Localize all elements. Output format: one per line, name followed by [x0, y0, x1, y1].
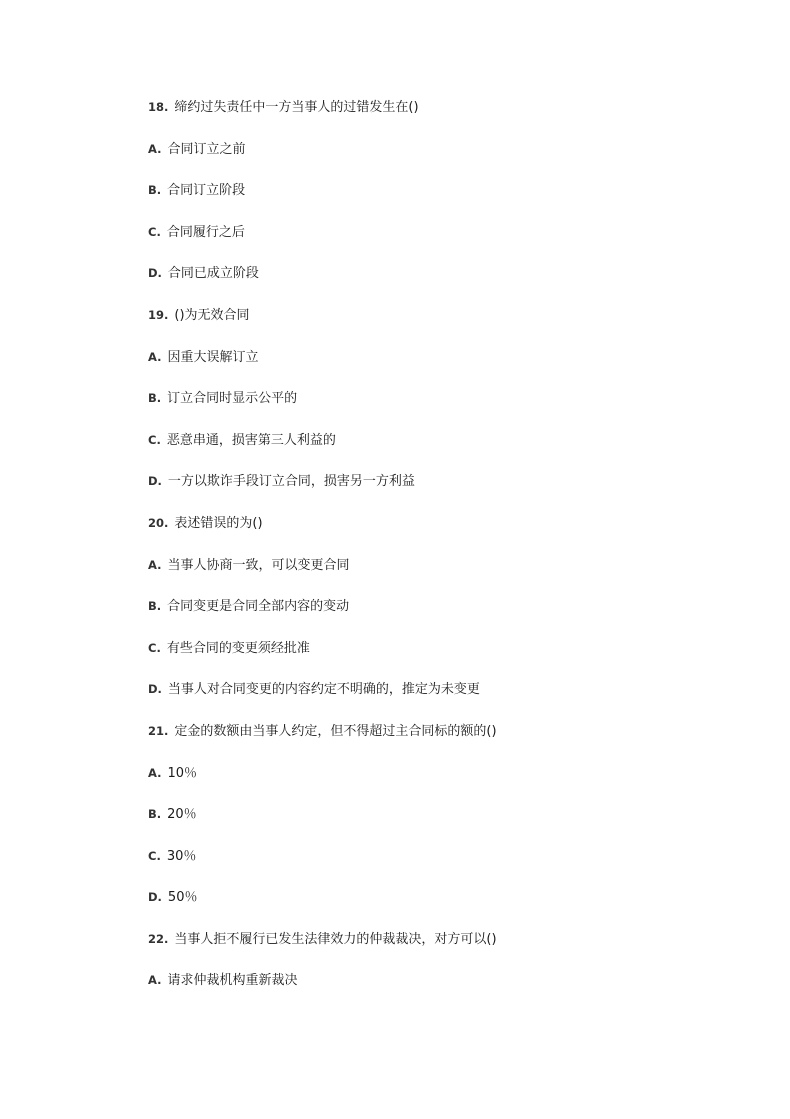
answer-option-text: 合同履行之后: [166, 224, 245, 240]
question-stem: [148, 721, 497, 763]
answer-option-label: B.: [148, 599, 162, 614]
answer-option-text: 恶意串通，损害第三人利益的: [166, 432, 336, 448]
question-stem-text: 缔约过失责任中一方当事人的过错发生在(): [174, 100, 419, 115]
question-stem-label: 20.: [148, 515, 169, 530]
answer-option: [148, 139, 497, 181]
answer-option: [148, 347, 497, 389]
answer-option: [148, 596, 497, 638]
answer-option-label: D.: [148, 266, 162, 281]
answer-option-label: B.: [148, 183, 162, 198]
question-stem-text: 定金的数额由当事人约定，但不得超过主合同标的额的(): [174, 723, 497, 739]
question-stem: [148, 97, 497, 139]
answer-option-label: B.: [148, 391, 162, 406]
answer-option-label: B.: [148, 807, 162, 822]
answer-option: [148, 430, 497, 472]
answer-option: [148, 388, 497, 430]
question-stem-label: 22.: [148, 931, 169, 946]
question-stem: [148, 513, 497, 555]
answer-option: [148, 222, 497, 264]
answer-option-text: 一方以欺诈手段订立合同，损害另一方利益: [167, 474, 415, 490]
answer-option: [148, 763, 497, 805]
answer-option-text: 30％: [166, 848, 197, 864]
question-stem-label: 21.: [148, 723, 169, 738]
answer-option-label: A.: [148, 765, 162, 780]
answer-option-text: 订立合同时显示公平的: [167, 391, 298, 407]
answer-option: [148, 638, 497, 680]
answer-option-text: 10％: [167, 765, 198, 781]
answer-option-text: 请求仲裁机构重新裁决: [167, 973, 298, 989]
answer-option-label: A.: [148, 141, 162, 156]
answer-option-label: C.: [148, 640, 161, 655]
answer-option-text: 合同已成立阶段: [167, 266, 259, 282]
answer-option: [148, 887, 497, 929]
answer-option-label: C.: [148, 848, 161, 863]
answer-option: [148, 263, 497, 305]
question-stem: [148, 305, 497, 347]
answer-option-text: 当事人对合同变更的内容约定不明确的，推定为未变更: [167, 682, 480, 698]
answer-option-label: A.: [148, 349, 162, 364]
question-stem-text: 当事人拒不履行已发生法律效力的仲裁裁决，对方可以(): [174, 931, 497, 947]
question-stem-label: 18.: [148, 100, 169, 114]
answer-option-text: 有些合同的变更须经批准: [166, 640, 310, 656]
answer-option: [148, 970, 497, 1012]
answer-option-label: C.: [148, 432, 161, 447]
answer-option: [148, 471, 497, 513]
answer-option-text: 合同变更是合同全部内容的变动: [167, 599, 350, 615]
answer-option-label: A.: [148, 557, 162, 572]
answer-option-label: D.: [148, 682, 162, 697]
answer-option-label: D.: [148, 474, 162, 489]
answer-option-text: 50％: [167, 890, 198, 906]
question-stem-text: ()为无效合同: [174, 307, 250, 323]
answer-option: [148, 555, 497, 597]
answer-option: [148, 846, 497, 888]
question-stem-label: 19.: [148, 307, 169, 322]
answer-option-text: 当事人协商一致，可以变更合同: [167, 557, 350, 573]
answer-option-label: A.: [148, 973, 162, 988]
question-stem: [148, 929, 497, 971]
answer-option-label: C.: [148, 224, 161, 239]
answer-option: [148, 804, 497, 846]
question-stem-text: 表述错误的为(): [174, 515, 263, 531]
answer-option-label: D.: [148, 890, 162, 905]
document-body: [148, 97, 497, 1012]
answer-option: [148, 679, 497, 721]
answer-option-text: 合同订立之前: [167, 141, 246, 157]
answer-option-text: 20％: [167, 807, 197, 823]
answer-option-text: 因重大误解订立: [167, 349, 259, 365]
answer-option-text: 合同订立阶段: [167, 183, 246, 199]
answer-option: [148, 180, 497, 222]
